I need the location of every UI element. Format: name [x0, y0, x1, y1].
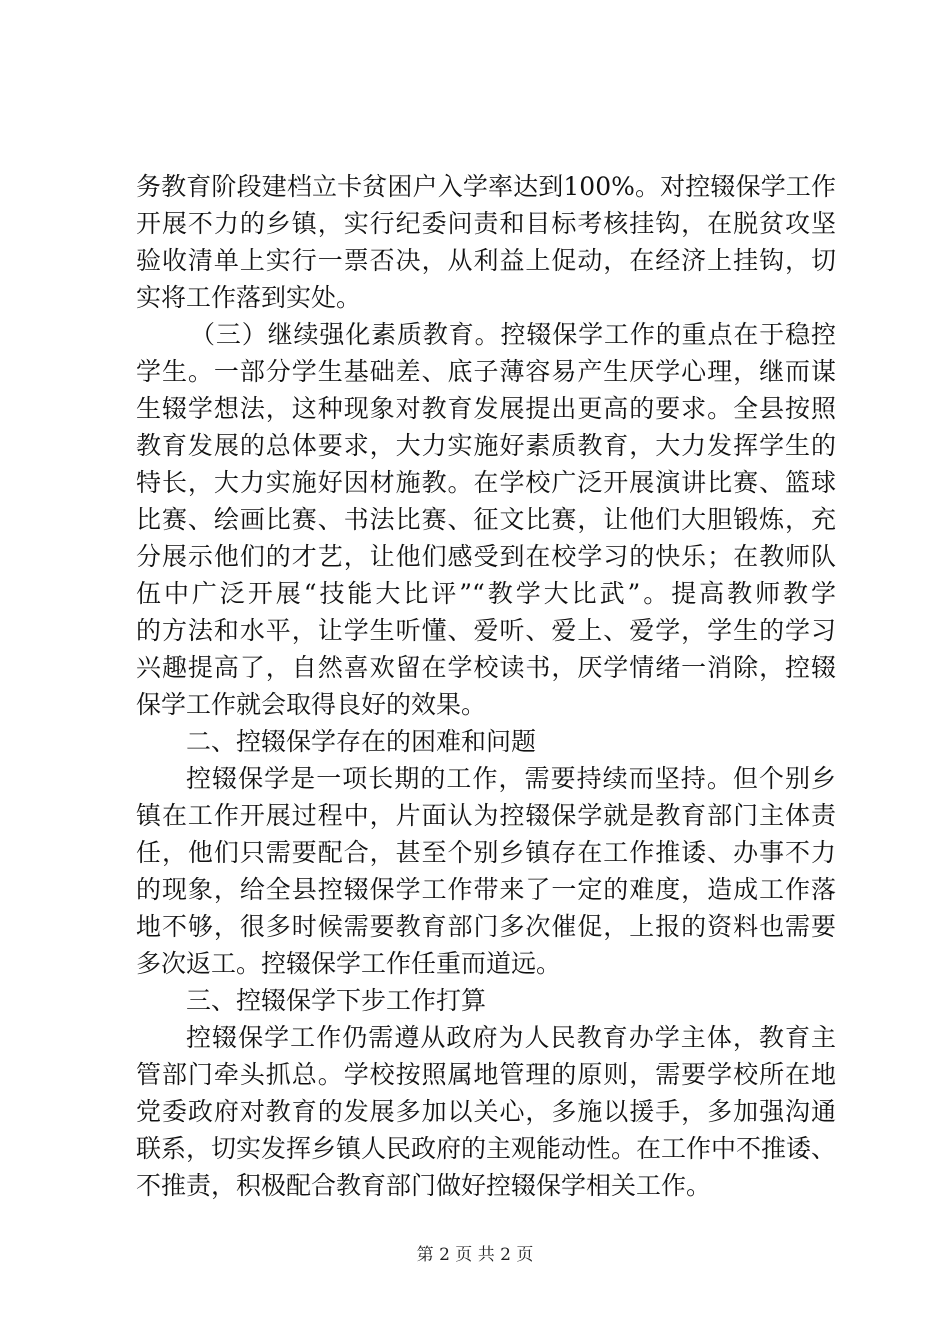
text-line: 开展不力的乡镇，实行纪委问责和目标考核挂钩，在脱贫攻坚	[136, 209, 836, 238]
text-line: 控辍保学是一项长期的工作，需要持续而坚持。但个别乡	[186, 764, 836, 793]
text-line: 的现象，给全县控辍保学工作带来了一定的难度，造成工作落	[136, 875, 836, 904]
text-line: 的方法和水平，让学生听懂、爱听、爱上、爱学，学生的学习	[136, 616, 836, 645]
text-line: 管部门牵头抓总。学校按照属地管理的原则，需要学校所在地	[136, 1060, 836, 1089]
text-line: 镇在工作开展过程中，片面认为控辍保学就是教育部门主体责	[136, 801, 836, 830]
text-line: 务教育阶段建档立卡贫困户入学率达到100%。对控辍保学工作	[136, 172, 836, 201]
text-line: 学生。一部分学生基础差、底子薄容易产生厌学心理，继而谋	[136, 357, 836, 386]
document-body	[136, 168, 836, 1204]
text-line: 三、控辍保学下步工作打算	[186, 986, 487, 1015]
text-line: 不推责，积极配合教育部门做好控辍保学相关工作。	[136, 1171, 712, 1200]
text-line: 多次返工。控辍保学工作任重而道远。	[136, 949, 562, 978]
text-line: 党委政府对教育的发展多加以关心，多施以援手，多加强沟通	[136, 1097, 836, 1126]
text-line: 比赛、绘画比赛、书法比赛、征文比赛，让他们大胆锻炼，充	[136, 505, 836, 534]
text-line: （三）继续强化素质教育。控辍保学工作的重点在于稳控	[190, 320, 836, 349]
text-line: 教育发展的总体要求，大力实施好素质教育，大力发挥学生的	[136, 431, 836, 460]
text-line: 保学工作就会取得良好的效果。	[136, 690, 487, 719]
text-line: 特长，大力实施好因材施教。在学校广泛开展演讲比赛、篮球	[136, 468, 836, 497]
text-line: 实将工作落到实处。	[136, 283, 362, 312]
text-line: 地不够，很多时候需要教育部门多次催促，上报的资料也需要	[136, 912, 836, 941]
text-line: 兴趣提高了，自然喜欢留在学校读书，厌学情绪一消除，控辍	[136, 653, 836, 682]
text-line: 分展示他们的才艺，让他们感受到在校学习的快乐；在教师队	[136, 542, 836, 571]
text-line: 二、控辍保学存在的困难和问题	[186, 727, 537, 756]
text-line: 伍中广泛开展“技能大比评”“教学大比武”。提高教师教学	[136, 579, 836, 608]
text-line: 控辍保学工作仍需遵从政府为人民教育办学主体，教育主	[186, 1023, 836, 1052]
page-footer: 第 2 页 共 2 页	[416, 1245, 534, 1265]
text-line: 验收清单上实行一票否决，从利益上促动，在经济上挂钩，切	[136, 246, 836, 275]
text-line: 联系，切实发挥乡镇人民政府的主观能动性。在工作中不推诿、	[136, 1134, 837, 1163]
text-line: 生辍学想法，这种现象对教育发展提出更高的要求。全县按照	[136, 394, 836, 423]
text-line: 任，他们只需要配合，甚至个别乡镇存在工作推诿、办事不力	[136, 838, 836, 867]
